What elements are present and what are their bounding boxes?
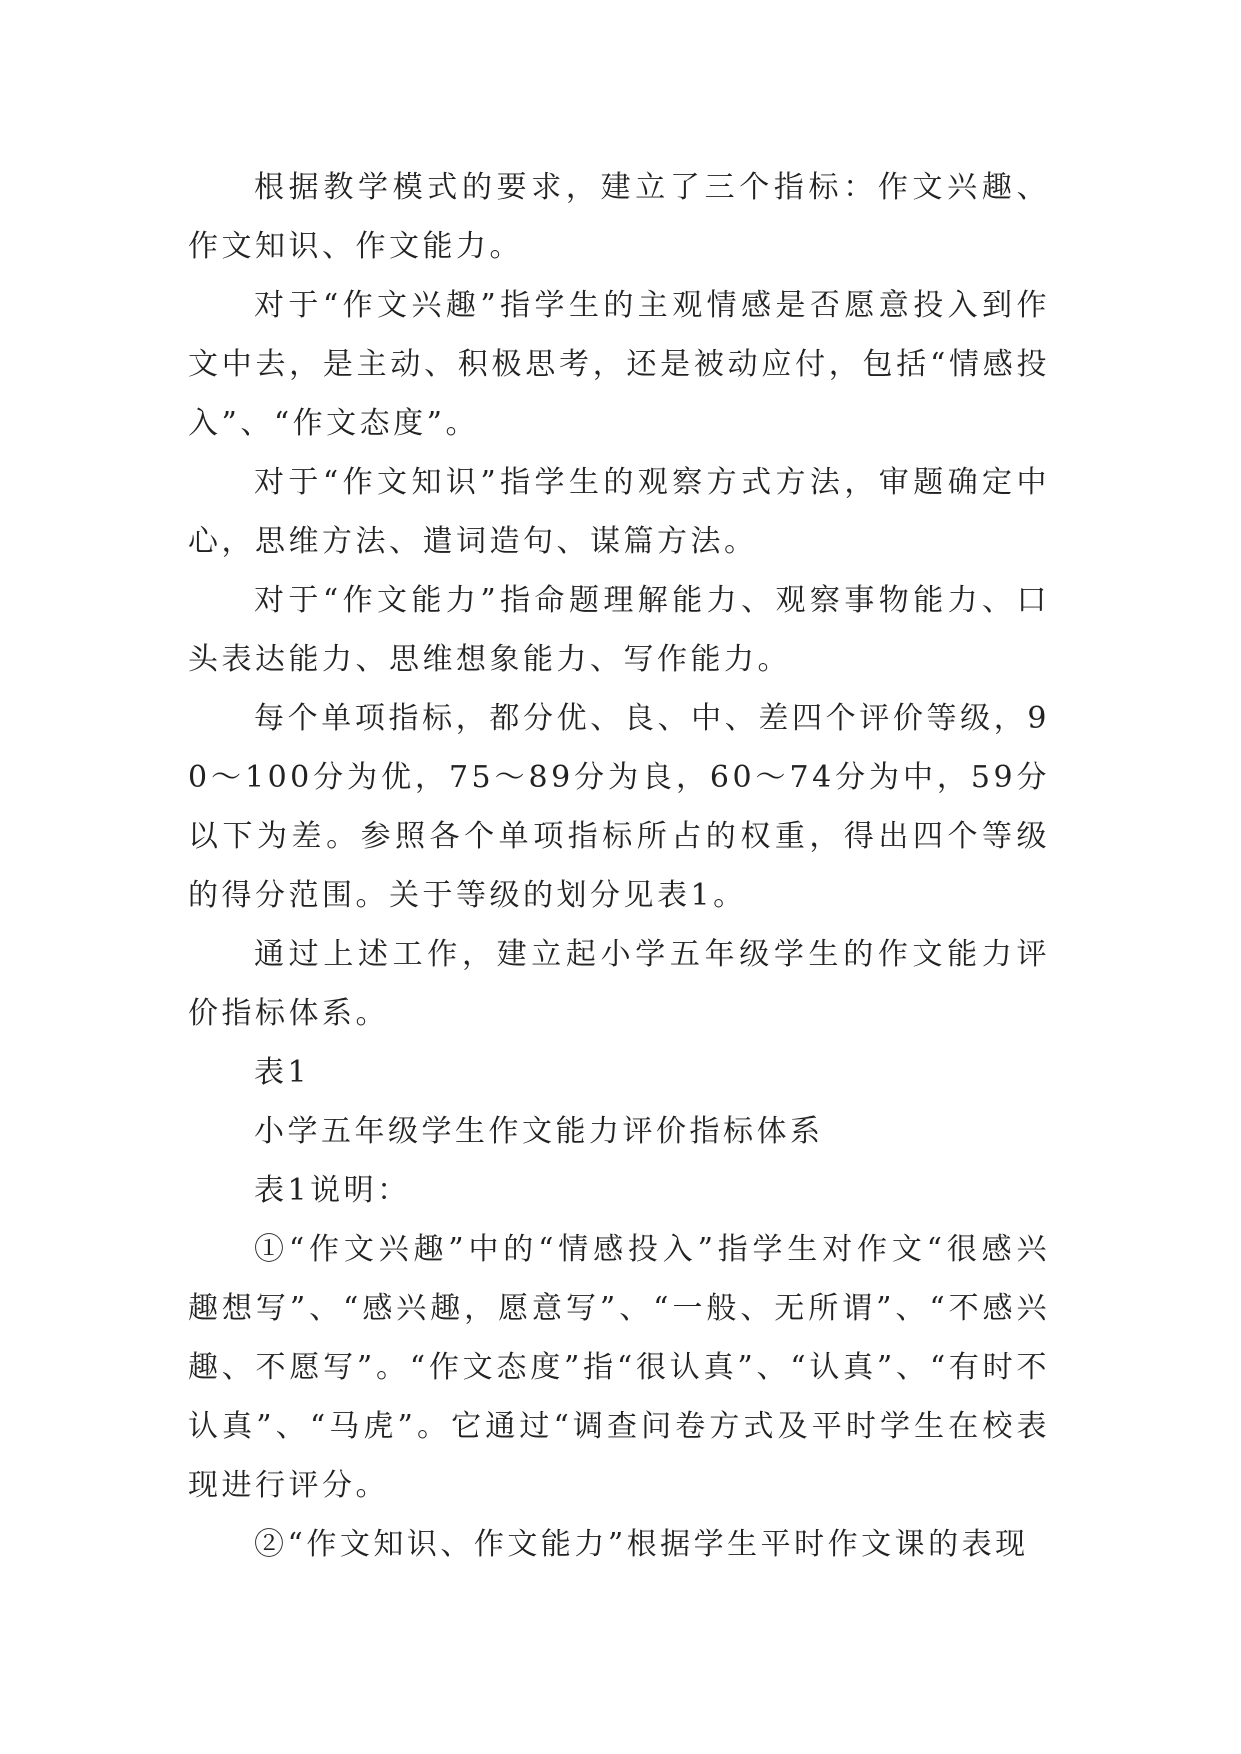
paragraph-grading-levels: 每个单项指标，都分优、良、中、差四个评价等级，90～100分为优，75～89分为良，60～74分为中，59分以下为差。参照各个单项指标所占的权重，得出四个等级的得分范围。关于等级的划分见表1。 [188, 701, 1050, 913]
table-label: 表1 [254, 1055, 311, 1090]
paragraph-writing-knowledge: 对于“作文知识”指学生的观察方式方法，审题确定中心，思维方法、遣词造句、谋篇方法。 [188, 465, 1050, 559]
paragraph-evaluation-system: 通过上述工作，建立起小学五年级学生的作文能力评价指标体系。 [188, 937, 1050, 1031]
paragraph-writing-interest: 对于“作文兴趣”指学生的主观情感是否愿意投入到作文中去，是主动、积极思考，还是被动应付，包括“情感投入”、“作文态度”。 [188, 288, 1050, 441]
paragraph-writing-ability: 对于“作文能力”指命题理解能力、观察事物能力、口头表达能力、思维想象能力、写作能力。 [188, 583, 1050, 677]
notes-heading: 表1说明： [254, 1173, 411, 1208]
table-title: 小学五年级学生作文能力评价指标体系 [254, 1114, 824, 1149]
document-body [188, 158, 1050, 1574]
note-item-1: ①“作文兴趣”中的“情感投入”指学生对作文“很感兴趣想写”、“感兴趣，愿意写”、“一般、无所谓”、“不感兴趣、不愿写”。“作文态度”指“很认真”、“认真”、“有时不认真”、“马虎”。它通过“调查问卷方式及平时学生在校表现进行评分。 [188, 1232, 1050, 1503]
note-item-2: ②“作文知识、作文能力”根据学生平时作文课的表现 [254, 1527, 1029, 1562]
paragraph-indicators: 根据教学模式的要求，建立了三个指标：作文兴趣、作文知识、作文能力。 [188, 170, 1050, 264]
